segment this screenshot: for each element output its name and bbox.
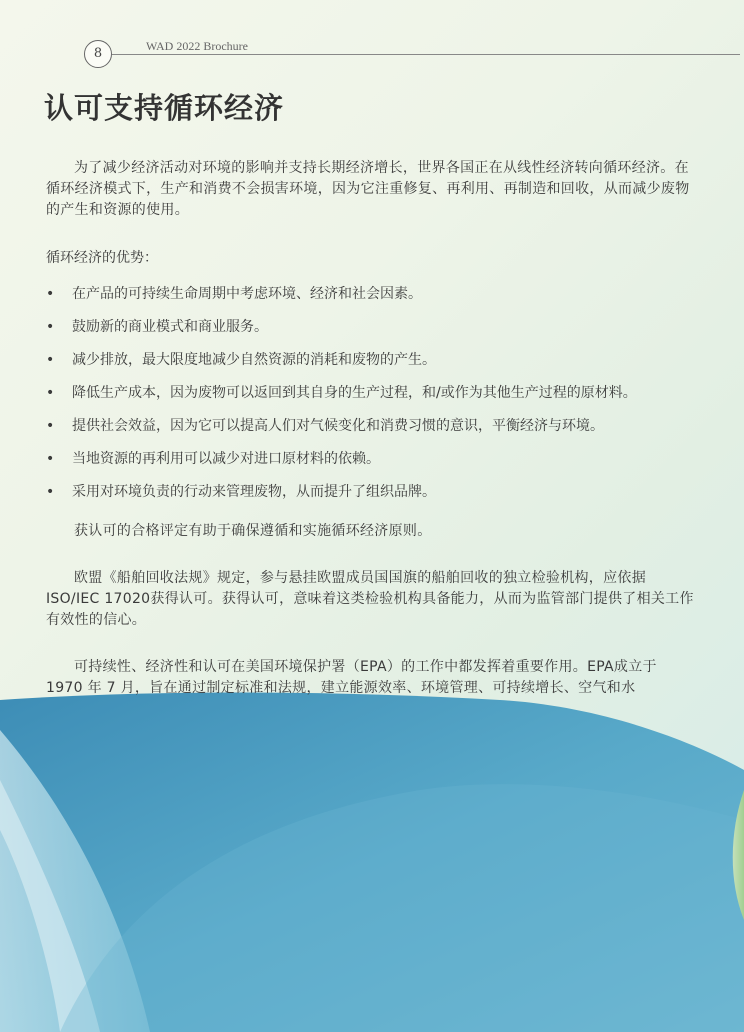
- list-item-text: 采用对环境负责的行动来管理废物，从而提升了组织品牌。: [72, 484, 436, 500]
- bullet-icon: •: [46, 319, 55, 335]
- list-item-text: 当地资源的再利用可以减少对进口原材料的依赖。: [72, 451, 380, 467]
- list-item: [46, 350, 698, 371]
- page-header: [84, 38, 744, 68]
- list-item: [46, 284, 698, 305]
- list-item: [46, 383, 698, 404]
- list-item: [46, 449, 698, 470]
- epa-paragraph: 可持续性、经济性和认可在美国环境保护署（EPA）的工作中都发挥着重要作用。EPA成立于 1970 年 7 月，旨在通过制定标准和法规，建立能源效率、环境管理、可持续增长、空气和水: [46, 659, 657, 696]
- list-item: [46, 482, 698, 503]
- bullet-icon: •: [46, 352, 55, 368]
- bullet-icon: •: [46, 484, 55, 500]
- eu-ship-recycling-paragraph: 欧盟《船舶回收法规》规定，参与悬挂欧盟成员国国旗的船舶回收的独立检验机构，应依据ISO/IEC 17020获得认可。获得认可，意味着这类检验机构具备能力，从而为监管部门提供了相关工作有效性的信心。: [46, 570, 694, 628]
- bullet-icon: •: [46, 451, 55, 467]
- list-item-text: 降低生产成本，因为废物可以返回到其自身的生产过程，和/或作为其他生产过程的原材料。: [72, 385, 637, 401]
- advantages-heading: 循环经济的优势：: [46, 250, 158, 266]
- page-title: 认可支持循环经济: [44, 91, 285, 125]
- article-body: [46, 158, 698, 699]
- list-item: [46, 416, 698, 437]
- header-title: WAD 2022 Brochure: [146, 39, 248, 53]
- intro-paragraph: 为了减少经济活动对环境的影响并支持长期经济增长，世界各国正在从线性经济转向循环经济。在循环经济模式下，生产和消费不会损害环境，因为它注重修复、再利用、再制造和回收，从而减少废物的产生和资源的使用。: [46, 160, 690, 218]
- accreditation-support-paragraph: 获认可的合格评定有助于确保遵循和实施循环经济原则。: [74, 523, 432, 539]
- advantages-list: [46, 284, 698, 503]
- header-rule: [112, 54, 740, 55]
- bullet-icon: •: [46, 385, 55, 401]
- list-item-text: 提供社会效益，因为它可以提高人们对气候变化和消费习惯的意识，平衡经济与环境。: [72, 418, 604, 434]
- bullet-icon: •: [46, 286, 55, 302]
- list-item-text: 减少排放，最大限度地减少自然资源的消耗和废物的产生。: [72, 352, 436, 368]
- list-item-text: 在产品的可持续生命周期中考虑环境、经济和社会因素。: [72, 286, 422, 302]
- list-item-text: 鼓励新的商业模式和商业服务。: [72, 319, 268, 335]
- page-number: 8: [84, 40, 112, 68]
- list-item: [46, 317, 698, 338]
- bullet-icon: •: [46, 418, 55, 434]
